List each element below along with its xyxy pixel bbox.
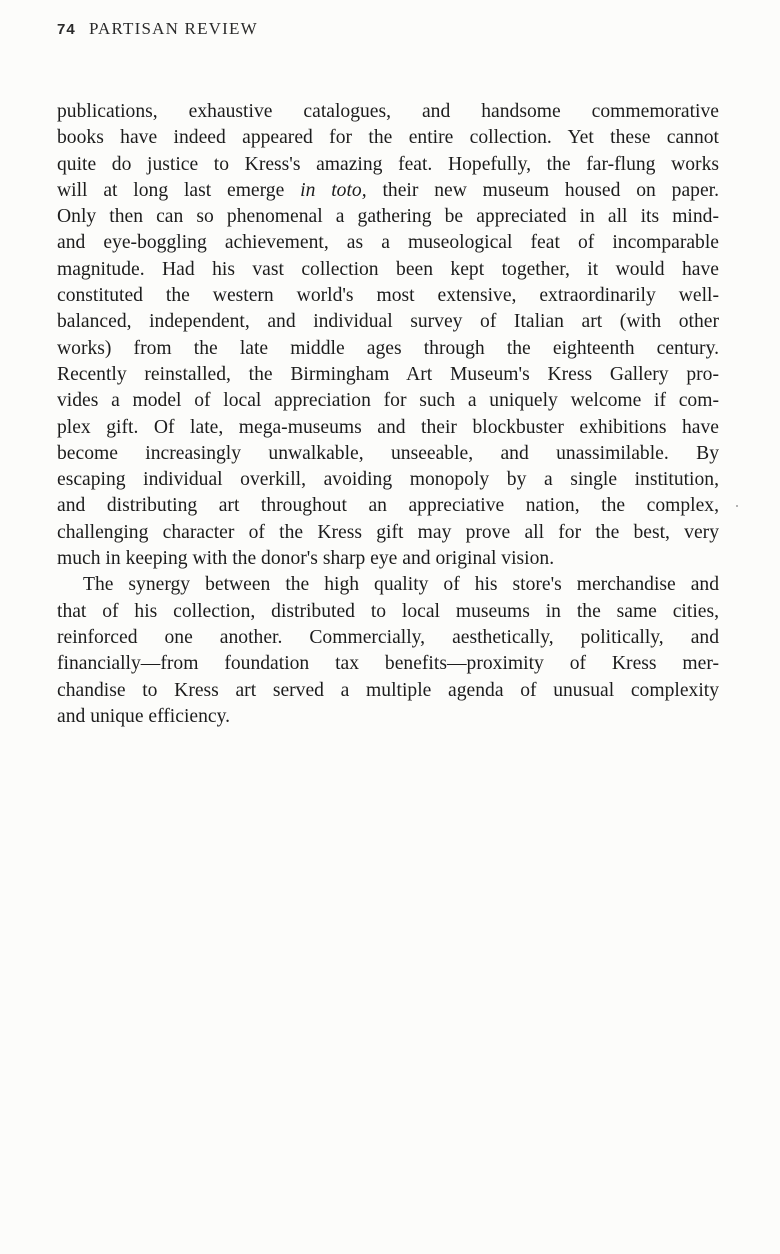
text-line: challenging character of the Kress gift may prove all for the best, very — [57, 521, 719, 543]
text-line: plex gift. Of late, mega-museums and their blockbuster exhibitions have — [57, 416, 719, 438]
text-line: quite do justice to Kress's amazing feat. Hopefully, the far-flung works — [57, 153, 719, 175]
text-line: balanced, independent, and individual survey of Italian art (with other — [57, 311, 719, 333]
text-line: works) from the late middle ages through the eighteenth century. — [57, 337, 719, 359]
text-segment: their new museum housed on paper. — [382, 179, 719, 201]
text-line: chandise to Kress art served a multiple agenda of unusual complexity — [57, 679, 719, 701]
text-line: become increasingly unwalkable, unseeable, and unassimilable. By — [57, 442, 719, 464]
text-line: Recently reinstalled, the Birmingham Art Museum's Kress Gallery pro- — [57, 363, 719, 385]
text-line: escaping individual overkill, avoiding monopoly by a single institution, — [57, 469, 719, 491]
body-text — [57, 99, 719, 730]
text-segment: will at long last emerge — [57, 179, 285, 201]
text-line: constituted the western world's most extensive, extraordinarily well- — [57, 285, 719, 307]
text-line: magnitude. Had his vast collection been kept together, it would have — [57, 258, 719, 280]
text-line: books have indeed appeared for the entire collection. Yet these cannot — [57, 127, 719, 149]
text-line: reinforced one another. Commercially, aesthetically, politically, and — [57, 626, 719, 648]
page-number: 74 — [57, 21, 76, 38]
paragraph-1 — [57, 99, 719, 572]
text-line: and unique efficiency. — [57, 705, 231, 727]
text-line: and eye-boggling achievement, as a museological feat of incomparable — [57, 232, 719, 254]
text-line: Only then can so phenomenal a gathering be appreciated in all its mind- — [57, 206, 719, 228]
text-line: publications, exhaustive catalogues, and handsome commemorative — [57, 101, 719, 122]
journal-title: PARTISAN REVIEW — [88, 19, 258, 38]
text-line: vides a model of local appreciation for such a uniquely welcome if com- — [57, 390, 719, 412]
text-line: that of his collection, distributed to local museums in the same cities, — [57, 600, 719, 622]
text-line: financially—from foundation tax benefits—proximity of Kress mer- — [57, 653, 719, 675]
italic-phrase: in toto, — [300, 179, 367, 201]
text-line — [57, 178, 719, 204]
running-head — [57, 19, 258, 39]
paper-speck — [736, 505, 738, 507]
text-line: much in keeping with the donor's sharp eye and original vision. — [57, 548, 555, 570]
text-line: and distributing art throughout an appreciative nation, the complex, — [57, 495, 719, 517]
text-line: The synergy between the high quality of his store's merchandise and — [83, 574, 719, 596]
paragraph-2 — [57, 572, 719, 730]
